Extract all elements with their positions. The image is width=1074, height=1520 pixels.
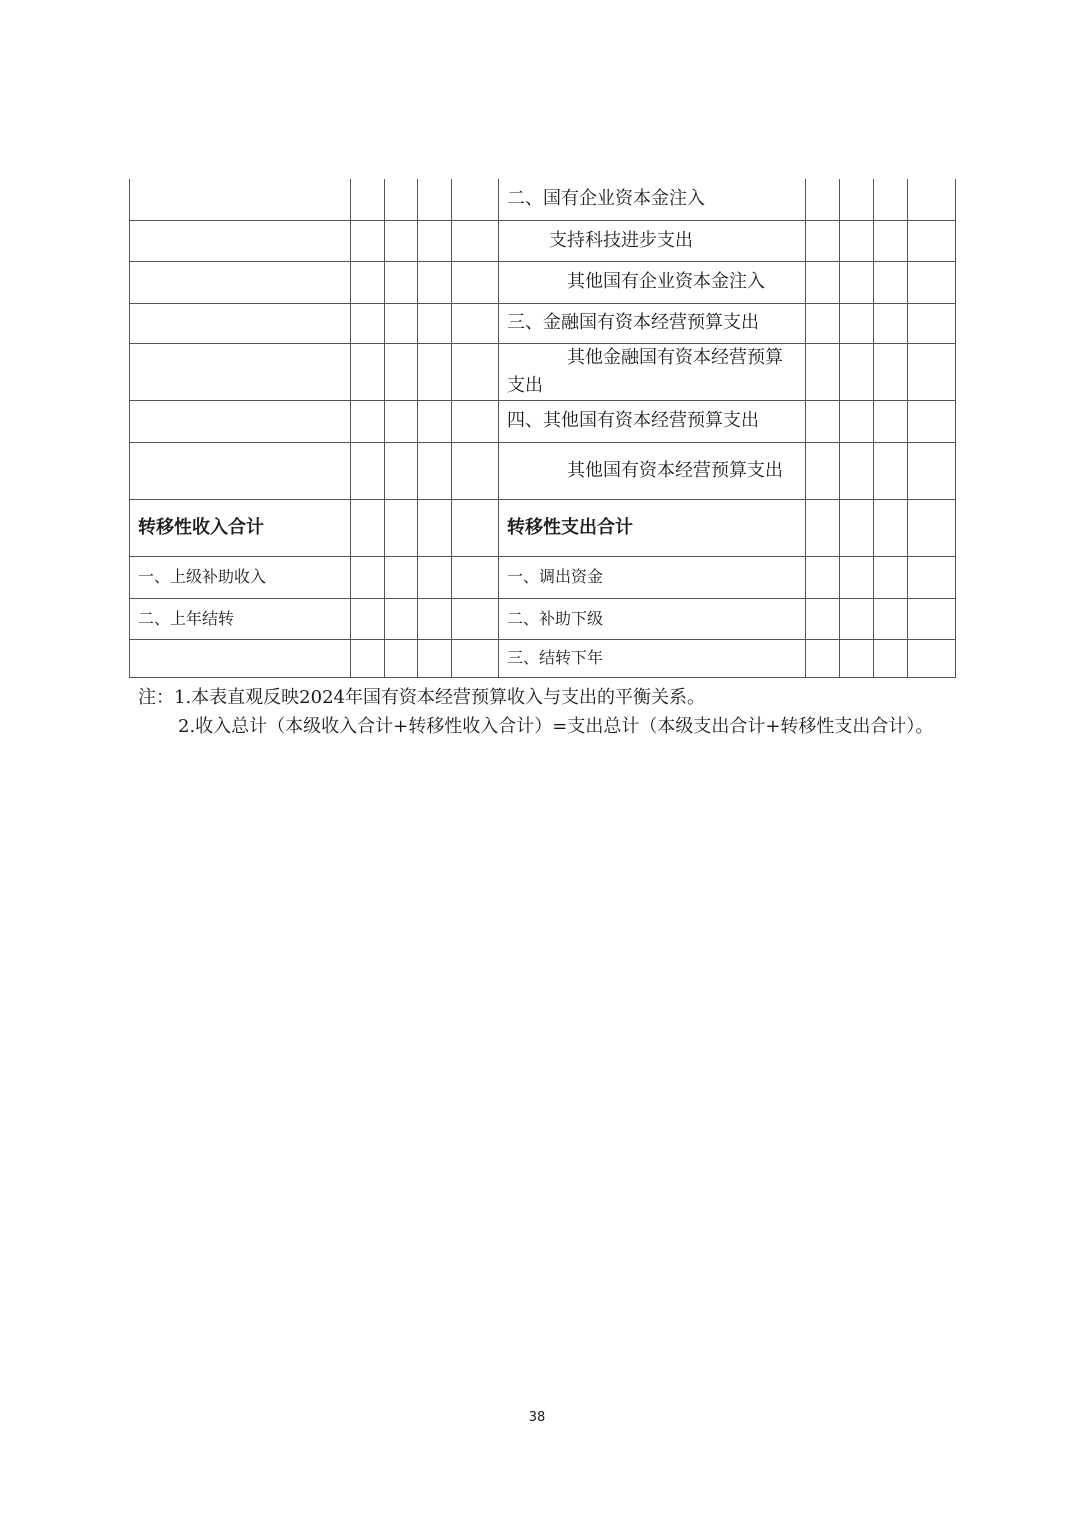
amount-cell xyxy=(385,303,418,343)
amount-cell xyxy=(874,303,908,343)
amount-cell xyxy=(418,261,452,303)
expense-item-cell: 其他金融国有资本经营预算支出 xyxy=(499,343,806,400)
income-item-cell xyxy=(130,343,351,400)
amount-cell xyxy=(874,343,908,400)
amount-cell xyxy=(908,303,956,343)
amount-cell xyxy=(806,220,840,261)
amount-cell xyxy=(908,179,956,220)
income-item-cell xyxy=(130,442,351,499)
amount-cell xyxy=(385,556,418,598)
expense-item-cell: 三、金融国有资本经营预算支出 xyxy=(499,303,806,343)
amount-cell xyxy=(351,343,385,400)
amount-cell xyxy=(452,639,499,677)
amount-cell xyxy=(806,556,840,598)
table-row xyxy=(130,598,956,639)
amount-cell xyxy=(806,442,840,499)
expense-item-cell: 四、其他国有资本经营预算支出 xyxy=(499,400,806,442)
expense-item-cell: 二、国有企业资本金注入 xyxy=(499,179,806,220)
amount-cell xyxy=(874,598,908,639)
amount-cell xyxy=(418,303,452,343)
amount-cell xyxy=(908,556,956,598)
expense-item-cell: 其他国有资本经营预算支出 xyxy=(499,442,806,499)
table-row xyxy=(130,556,956,598)
budget-balance-table xyxy=(129,179,956,678)
table-notes xyxy=(138,683,950,741)
expense-item-cell: 其他国有企业资本金注入 xyxy=(499,261,806,303)
amount-cell xyxy=(452,556,499,598)
amount-cell xyxy=(840,179,874,220)
amount-cell xyxy=(418,639,452,677)
amount-cell xyxy=(351,598,385,639)
amount-cell xyxy=(908,343,956,400)
expense-item-cell: 支持科技进步支出 xyxy=(499,220,806,261)
income-item-cell xyxy=(130,639,351,677)
table-row xyxy=(130,442,956,499)
amount-cell xyxy=(908,220,956,261)
amount-cell xyxy=(874,556,908,598)
amount-cell xyxy=(840,556,874,598)
amount-cell xyxy=(351,179,385,220)
amount-cell xyxy=(418,343,452,400)
amount-cell xyxy=(351,639,385,677)
amount-cell xyxy=(418,400,452,442)
table-row xyxy=(130,220,956,261)
amount-cell xyxy=(418,598,452,639)
amount-cell xyxy=(385,179,418,220)
amount-cell xyxy=(418,556,452,598)
amount-cell xyxy=(874,639,908,677)
table-row xyxy=(130,343,956,400)
amount-cell xyxy=(452,220,499,261)
amount-cell xyxy=(840,343,874,400)
income-item-cell xyxy=(130,400,351,442)
amount-cell xyxy=(908,400,956,442)
amount-cell xyxy=(908,639,956,677)
amount-cell xyxy=(806,179,840,220)
amount-cell xyxy=(874,400,908,442)
table-row xyxy=(130,639,956,677)
amount-cell xyxy=(806,639,840,677)
amount-cell xyxy=(385,442,418,499)
amount-cell xyxy=(840,499,874,556)
income-item-cell: 二、上年结转 xyxy=(130,598,351,639)
table-row xyxy=(130,499,956,556)
amount-cell xyxy=(874,499,908,556)
expense-item-cell: 一、调出资金 xyxy=(499,556,806,598)
amount-cell xyxy=(840,639,874,677)
amount-cell xyxy=(806,499,840,556)
amount-cell xyxy=(840,442,874,499)
amount-cell xyxy=(452,442,499,499)
amount-cell xyxy=(452,303,499,343)
income-item-cell: 转移性收入合计 xyxy=(130,499,351,556)
amount-cell xyxy=(874,220,908,261)
amount-cell xyxy=(418,179,452,220)
table-body xyxy=(130,179,956,677)
table-row xyxy=(130,179,956,220)
amount-cell xyxy=(908,261,956,303)
amount-cell xyxy=(806,261,840,303)
amount-cell xyxy=(908,499,956,556)
amount-cell xyxy=(385,400,418,442)
amount-cell xyxy=(840,261,874,303)
amount-cell xyxy=(452,179,499,220)
amount-cell xyxy=(385,499,418,556)
amount-cell xyxy=(452,343,499,400)
table-row xyxy=(130,400,956,442)
amount-cell xyxy=(874,179,908,220)
amount-cell xyxy=(418,220,452,261)
amount-cell xyxy=(351,261,385,303)
table-row xyxy=(130,261,956,303)
amount-cell xyxy=(385,343,418,400)
income-item-cell xyxy=(130,179,351,220)
amount-cell xyxy=(806,343,840,400)
amount-cell xyxy=(452,499,499,556)
amount-cell xyxy=(840,303,874,343)
amount-cell xyxy=(385,639,418,677)
amount-cell xyxy=(908,598,956,639)
amount-cell xyxy=(418,442,452,499)
amount-cell xyxy=(385,220,418,261)
income-item-cell xyxy=(130,220,351,261)
amount-cell xyxy=(351,303,385,343)
amount-cell xyxy=(418,499,452,556)
amount-cell xyxy=(452,400,499,442)
amount-cell xyxy=(806,598,840,639)
amount-cell xyxy=(385,598,418,639)
amount-cell xyxy=(874,442,908,499)
income-item-cell xyxy=(130,261,351,303)
note-2: 2.收入总计（本级收入合计+转移性收入合计）=支出总计（本级支出合计+转移性支出合计）。 xyxy=(178,716,934,737)
amount-cell xyxy=(452,598,499,639)
amount-cell xyxy=(351,556,385,598)
amount-cell xyxy=(840,400,874,442)
page-number: 38 xyxy=(528,1410,546,1425)
amount-cell xyxy=(351,400,385,442)
note-1: 注：1.本表直观反映2024年国有资本经营预算收入与支出的平衡关系。 xyxy=(138,687,705,708)
amount-cell xyxy=(452,261,499,303)
expense-item-cell: 三、结转下年 xyxy=(499,639,806,677)
amount-cell xyxy=(806,303,840,343)
table-row xyxy=(130,303,956,343)
amount-cell xyxy=(908,442,956,499)
amount-cell xyxy=(385,261,418,303)
amount-cell xyxy=(840,598,874,639)
amount-cell xyxy=(840,220,874,261)
amount-cell xyxy=(351,499,385,556)
amount-cell xyxy=(351,220,385,261)
expense-item-cell: 二、补助下级 xyxy=(499,598,806,639)
amount-cell xyxy=(806,400,840,442)
amount-cell xyxy=(874,261,908,303)
expense-item-cell: 转移性支出合计 xyxy=(499,499,806,556)
income-item-cell: 一、上级补助收入 xyxy=(130,556,351,598)
amount-cell xyxy=(351,442,385,499)
income-item-cell xyxy=(130,303,351,343)
